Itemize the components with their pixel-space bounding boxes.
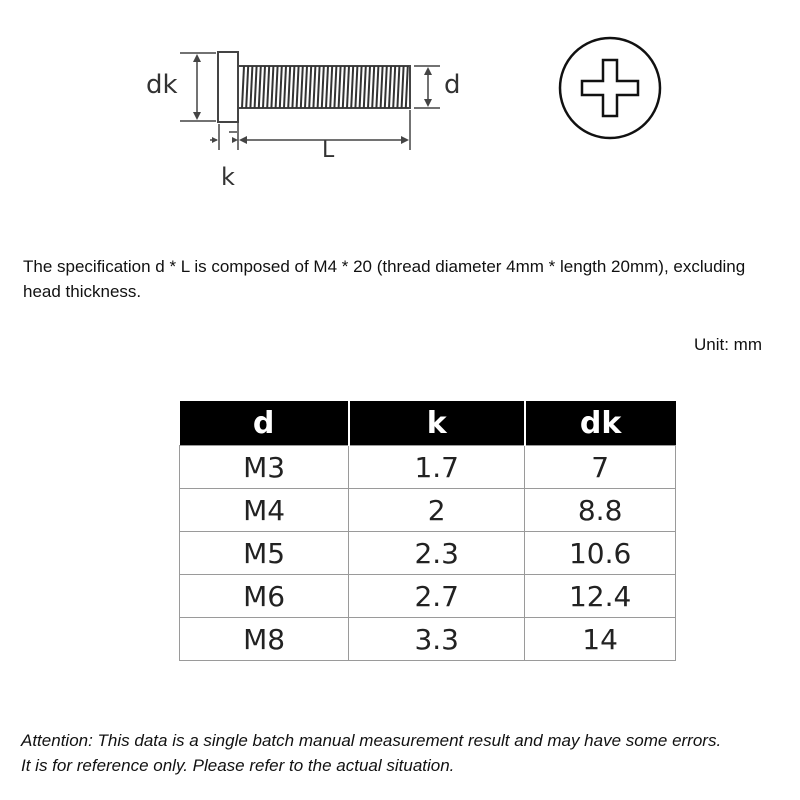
attention-note bbox=[21, 728, 791, 778]
specification-text: The specification d * L is composed of M4 * 20 (thread diameter 4mm * length 20mm), excluding head thickness. bbox=[23, 257, 746, 301]
phillips-cross-head-icon bbox=[560, 38, 660, 138]
cell-d: M3 bbox=[180, 446, 349, 489]
screw-diagram bbox=[0, 0, 800, 220]
dim-label-d: d bbox=[444, 70, 461, 100]
dimension-table bbox=[179, 401, 676, 661]
cell-d: M6 bbox=[180, 575, 349, 618]
cell-dk: 10.6 bbox=[525, 532, 676, 575]
screw-drawing bbox=[0, 0, 800, 220]
unit-label: Unit: mm bbox=[694, 335, 762, 354]
cell-dk: 14 bbox=[525, 618, 676, 661]
table-row bbox=[180, 532, 676, 575]
table-row bbox=[180, 575, 676, 618]
table-header-row bbox=[180, 401, 676, 446]
cell-k: 2 bbox=[349, 489, 525, 532]
cell-dk: 8.8 bbox=[525, 489, 676, 532]
table-row bbox=[180, 489, 676, 532]
table-row bbox=[180, 618, 676, 661]
cell-d: M5 bbox=[180, 532, 349, 575]
cell-dk: 12.4 bbox=[525, 575, 676, 618]
dim-label-k: k bbox=[221, 163, 235, 191]
attention-line-2: It is for reference only. Please refer to the actual situation. bbox=[21, 756, 455, 775]
cell-k: 2.3 bbox=[349, 532, 525, 575]
cell-dk: 7 bbox=[525, 446, 676, 489]
cell-k: 2.7 bbox=[349, 575, 525, 618]
cell-d: M8 bbox=[180, 618, 349, 661]
header-k: k bbox=[349, 401, 525, 446]
header-d: d bbox=[180, 401, 349, 446]
cell-k: 1.7 bbox=[349, 446, 525, 489]
table-row bbox=[180, 446, 676, 489]
header-dk: dk bbox=[525, 401, 676, 446]
attention-line-1: Attention: This data is a single batch manual measurement result and may have some errors. bbox=[21, 731, 722, 750]
dim-label-L: L bbox=[322, 138, 335, 163]
cell-k: 3.3 bbox=[349, 618, 525, 661]
cell-d: M4 bbox=[180, 489, 349, 532]
dim-label-dk: dk bbox=[146, 70, 178, 100]
